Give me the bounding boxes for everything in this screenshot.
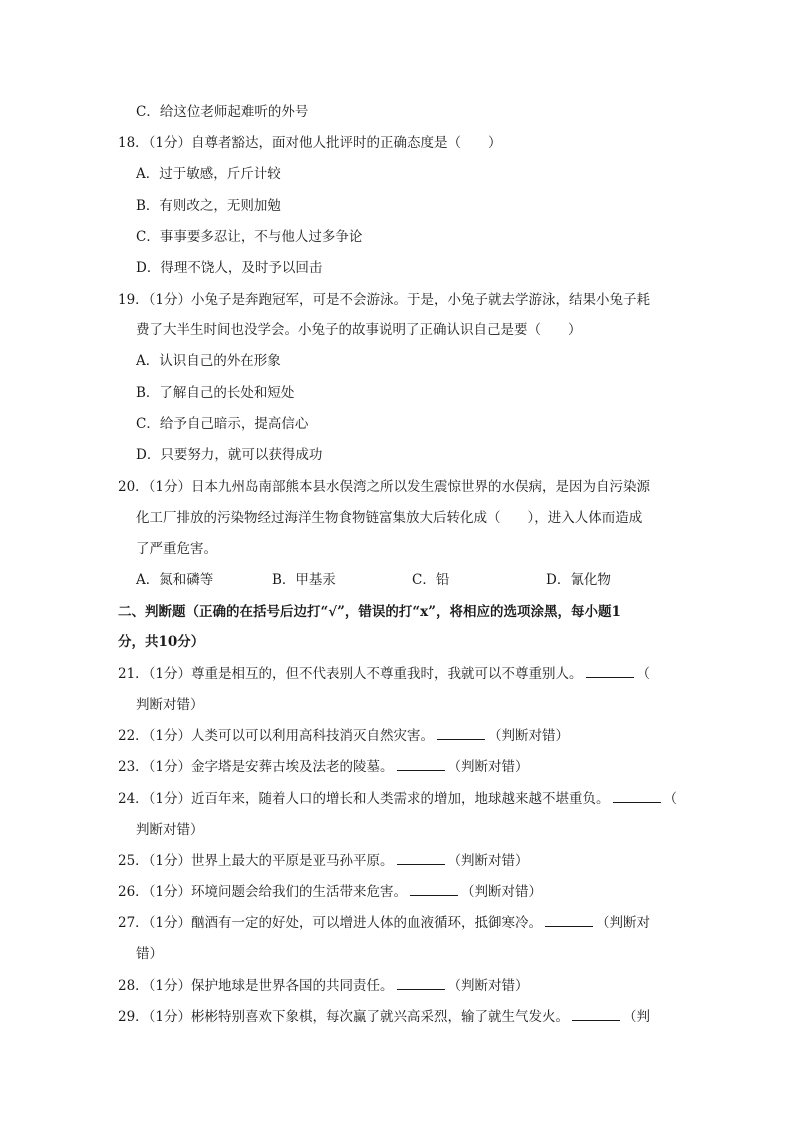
answer-blank[interactable]: [397, 852, 445, 865]
answer-blank[interactable]: [437, 727, 485, 740]
q27-line2: 错）: [136, 946, 163, 962]
q24-paren: （: [663, 791, 678, 807]
q26-tail: （判断对错）: [461, 884, 543, 900]
q25-tail: （判断对错）: [447, 853, 529, 869]
section2-heading-line2: 分，共10分）: [118, 634, 205, 650]
q20-options-row: [136, 571, 696, 589]
q29-text: 29．（1分）彬彬特别喜欢下象棋，每次赢了就兴高采烈，输了就生气发火。: [118, 1009, 570, 1025]
answer-blank[interactable]: [410, 883, 458, 896]
q22-tail: （判断对错）: [488, 728, 570, 744]
q18-option-c: C．事事要多忍让，不与他人过多争论: [136, 229, 363, 245]
q23-tail: （判断对错）: [447, 759, 529, 775]
q27-text: 27．（1分）酗酒有一定的好处，可以增进人体的血液循环，抵御寒冷。: [118, 915, 543, 931]
answer-blank[interactable]: [397, 977, 445, 990]
q26-text: 26．（1分）环境问题会给我们的生活带来危害。: [118, 884, 408, 900]
q20-stem-line3: 了严重危害。: [136, 541, 217, 557]
q24-line1: [118, 790, 678, 808]
q19-option-a: A．认识自己的外在形象: [136, 353, 281, 369]
answer-blank[interactable]: [545, 914, 593, 927]
q21-text: 21．（1分）尊重是相互的，但不代表别人不尊重我时，我就可以不尊重别人。: [118, 666, 583, 682]
q22: [118, 727, 678, 745]
q28: [118, 977, 678, 995]
q25-text: 25．（1分）世界上最大的平原是亚马孙平原。: [118, 853, 394, 869]
q20-option-c: C．铅: [412, 572, 450, 588]
q20-option-b: B．甲基汞: [272, 572, 336, 588]
q27-paren: （判断对: [596, 915, 651, 931]
q20-option-a: A．氮和磷等: [136, 572, 214, 588]
q28-text: 28．（1分）保护地球是世界各国的共同责任。: [118, 978, 394, 994]
q20-stem-line1: 20．（1分）日本九州岛南部熊本县水俣湾之所以发生震惊世界的水俣病，是因为自污染源: [118, 479, 651, 495]
q17-option-c: C．给这位老师起难听的外号: [136, 104, 309, 120]
q20-stem-line2: 化工厂排放的污染物经过海洋生物食物链富集放大后转化成（ ），进入人体而造成: [136, 510, 643, 526]
q23-text: 23．（1分）金字塔是安葬古埃及法老的陵墓。: [118, 759, 394, 775]
q19-option-d: D．只要努力，就可以获得成功: [136, 447, 323, 463]
q21-line1: [118, 665, 678, 683]
answer-blank[interactable]: [572, 1008, 620, 1021]
q23: [118, 758, 678, 776]
q18-option-a: A．过于敏感，斤斤计较: [136, 166, 281, 182]
q24-line2: 判断对错）: [136, 822, 204, 838]
answer-blank[interactable]: [613, 790, 661, 803]
q29-line1: [118, 1008, 678, 1026]
q21-paren: （: [636, 666, 651, 682]
q19-option-c: C．给予自己暗示，提高信心: [136, 416, 309, 432]
q18-option-b: B．有则改之，无则加勉: [136, 198, 281, 214]
q24-text: 24．（1分）近百年来，随着人口的增长和人类需求的增加，地球越来越不堪重负。: [118, 791, 610, 807]
q20-option-d: D．氰化物: [546, 572, 611, 588]
q29-paren: （判: [623, 1009, 651, 1025]
answer-blank[interactable]: [586, 665, 634, 678]
q19-stem-line1: 19．（1分）小兔子是奔跑冠军，可是不会游泳。于是，小兔子就去学游泳，结果小兔子耗: [118, 292, 651, 308]
answer-blank[interactable]: [397, 758, 445, 771]
q28-tail: （判断对错）: [447, 978, 529, 994]
q18-option-d: D．得理不饶人，及时予以回击: [136, 260, 323, 276]
q19-option-b: B．了解自己的长处和短处: [136, 385, 295, 401]
q19-stem-line2: 费了大半生时间也没学会。小兔子的故事说明了正确认识自己是要（ ）: [136, 322, 582, 338]
q27-line1: [118, 914, 678, 932]
q26: [118, 883, 678, 901]
section2-heading-line1: 二、判断题（正确的在括号后边打“√”，错误的打“x”，将相应的选项涂黑，每小题1: [118, 604, 621, 620]
q21-line2: 判断对错）: [136, 697, 204, 713]
q22-text: 22．（1分）人类可以可以利用高科技消灭自然灾害。: [118, 728, 435, 744]
q18-stem: 18．（1分）自尊者豁达，面对他人批评时的正确态度是（ ）: [118, 135, 502, 151]
q25: [118, 852, 678, 870]
